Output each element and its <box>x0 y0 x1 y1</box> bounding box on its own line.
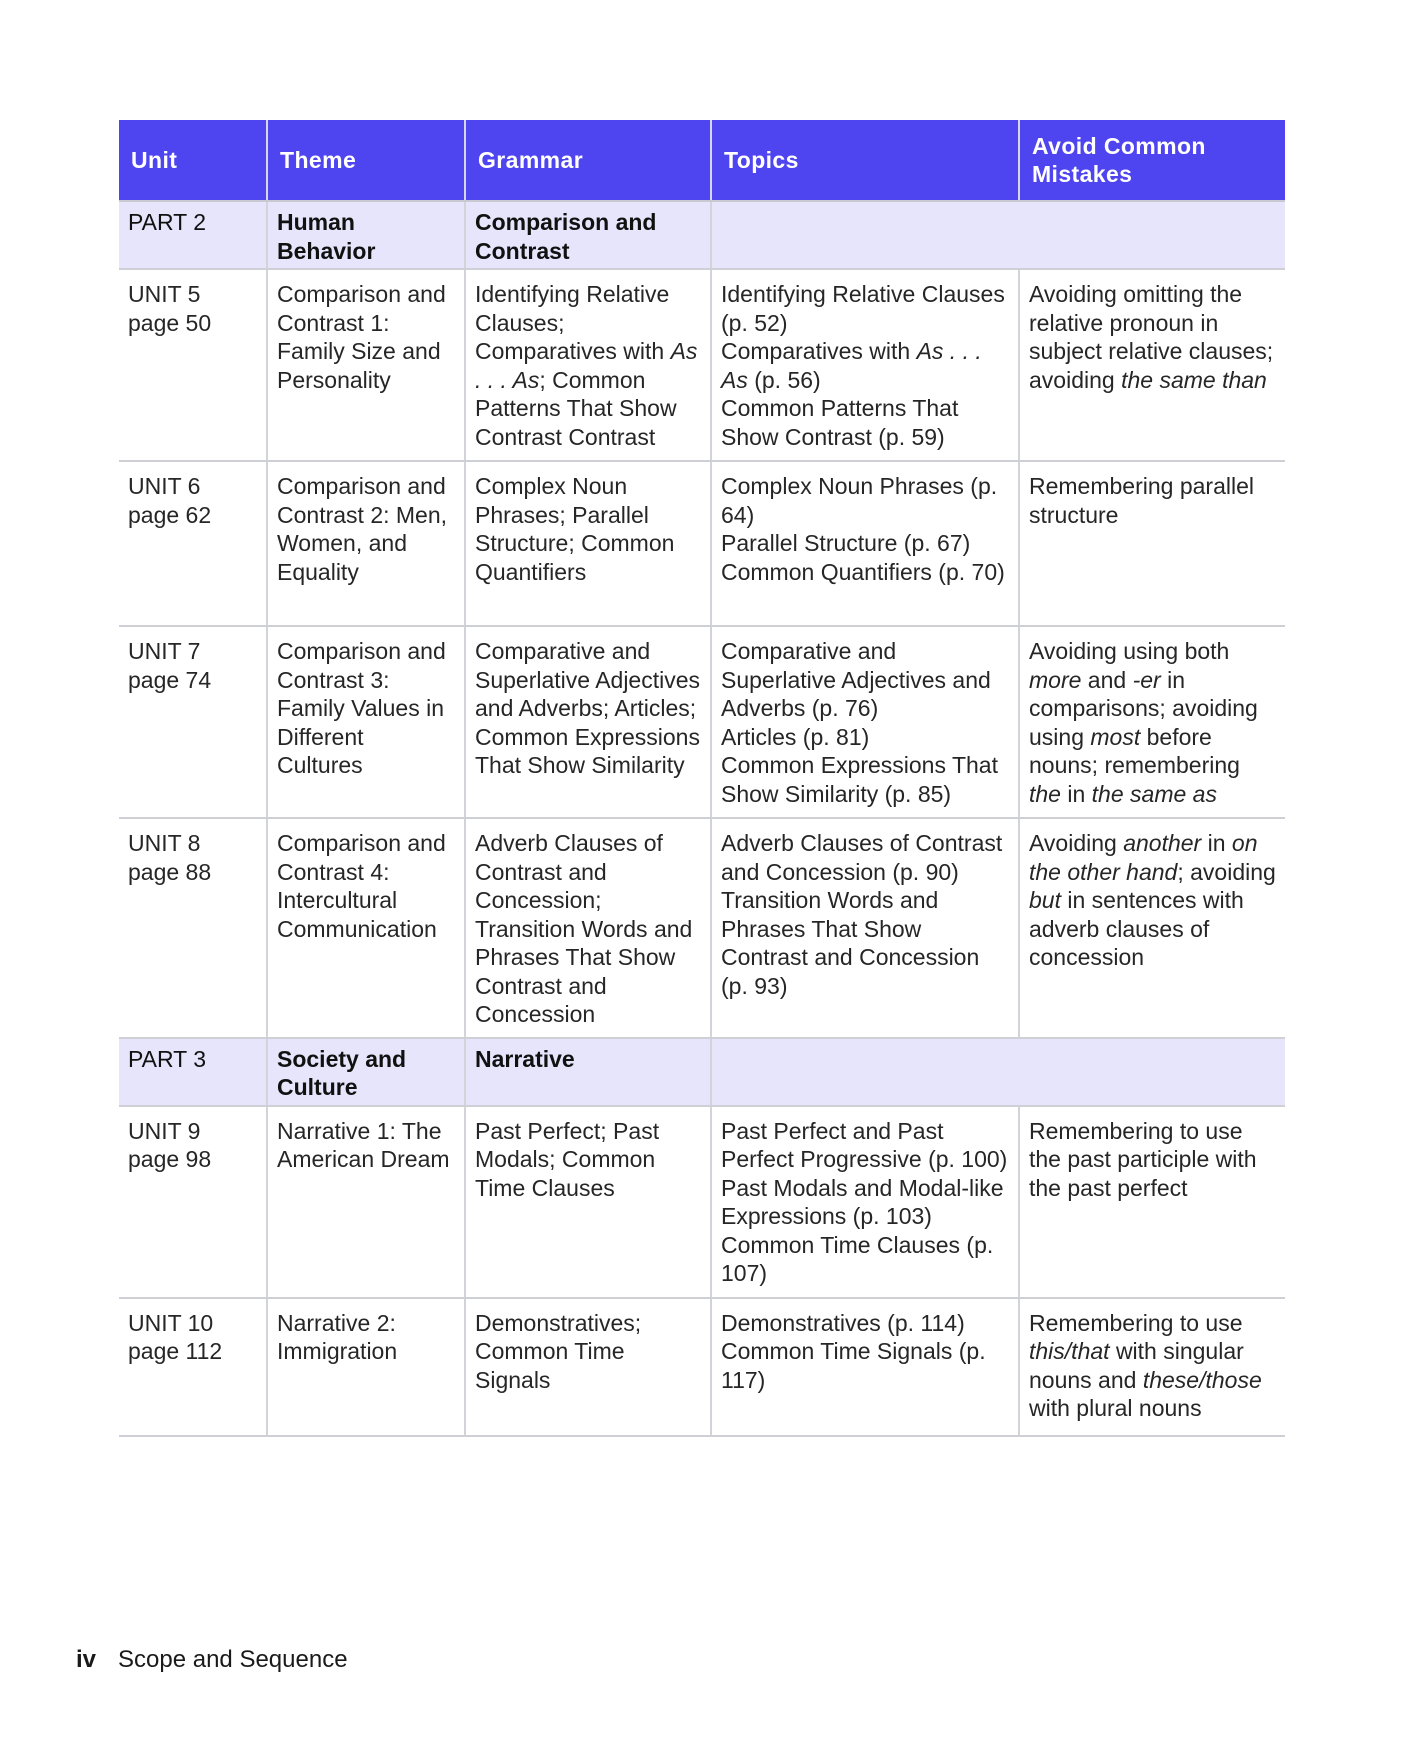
part-label: PART 3 <box>119 1038 267 1106</box>
topics-cell: Past Perfect and Past Perfect Progressive (p. 100) Past Modals and Modal-like Expressions (p. 103) Common Time Clauses (p. 107) <box>711 1106 1019 1298</box>
grammar-cell: Identifying Relative Clauses; Comparatives with As . . . As; Common Patterns That Show Contrast Contrast <box>465 269 711 461</box>
page-number: iv <box>76 1646 97 1673</box>
topics-cell: Identifying Relative Clauses (p. 52) Comparatives with As . . . As (p. 56) Common Patterns That Show Contrast (p. 59) <box>711 269 1019 461</box>
unit-page: page 74 <box>128 666 212 693</box>
unit-page: page 88 <box>128 858 212 885</box>
table-header-row <box>119 120 1285 201</box>
unit-page: page 98 <box>128 1146 212 1172</box>
unit-cell <box>119 461 267 626</box>
part-row <box>119 201 1285 269</box>
topics-cell: Comparative and Superlative Adjectives and Adverbs (p. 76) Articles (p. 81) Common Expressions That Show Similarity (p. 85) <box>711 626 1019 818</box>
part-label: PART 2 <box>119 201 267 269</box>
grammar-cell: Past Perfect; Past Modals; Common Time Clauses <box>465 1106 711 1298</box>
footer-section-title: Scope and Sequence <box>118 1646 348 1673</box>
theme-cell: Comparison and Contrast 1: Family Size and Personality <box>267 269 465 461</box>
unit-label: UNIT 9 <box>128 1117 201 1144</box>
topics-cell: Adverb Clauses of Contrast and Concession (p. 90) Transition Words and Phrases That Show Contrast and Concession (p. 93) <box>711 818 1019 1038</box>
theme-cell: Comparison and Contrast 4: Intercultural Communication <box>267 818 465 1038</box>
topics-cell: Complex Noun Phrases (p. 64) Parallel Structure (p. 67) Common Quantifiers (p. 70) <box>711 461 1019 626</box>
grammar-cell: Adverb Clauses of Contrast and Concession; Transition Words and Phrases That Show Contrast and Concession <box>465 818 711 1038</box>
part-grammar: Comparison and Contrast <box>465 201 711 269</box>
theme-cell: Comparison and Contrast 2: Men, Women, and Equality <box>267 461 465 626</box>
unit-label: UNIT 5 <box>128 281 201 307</box>
part-grammar: Narrative <box>465 1038 711 1106</box>
unit-cell <box>119 818 267 1038</box>
table-row <box>119 818 1285 1038</box>
table-row <box>119 1298 1285 1436</box>
theme-cell: Narrative 1: The American Dream <box>267 1106 465 1298</box>
unit-page: page 112 <box>128 1338 223 1364</box>
table-row <box>119 626 1285 818</box>
part-theme: Society and Culture <box>267 1038 465 1106</box>
part-empty-cell <box>711 1038 1285 1106</box>
mistakes-cell: Remembering to use the past participle with the past perfect <box>1019 1106 1285 1298</box>
table-row <box>119 269 1285 461</box>
unit-page: page 50 <box>128 309 212 336</box>
part-theme: Human Behavior <box>267 201 465 269</box>
unit-label: UNIT 8 <box>128 830 201 856</box>
unit-label: UNIT 6 <box>128 473 201 499</box>
grammar-cell: Demonstratives; Common Time Signals <box>465 1298 711 1436</box>
header-topics: Topics <box>711 120 1019 201</box>
mistakes-cell: Avoiding using both more and -er in comparisons; avoiding using most before nouns; remembering the in the same as <box>1019 626 1285 818</box>
grammar-cell: Complex Noun Phrases; Parallel Structure; Common Quantifiers <box>465 461 711 626</box>
grammar-cell: Comparative and Superlative Adjectives and Adverbs; Articles; Common Expressions That Show Similarity <box>465 626 711 818</box>
part-empty-cell <box>711 201 1285 269</box>
header-theme: Theme <box>267 120 465 201</box>
page-footer <box>76 1646 348 1674</box>
unit-label: UNIT 10 <box>128 1309 214 1336</box>
unit-cell <box>119 626 267 818</box>
theme-cell: Narrative 2: Immigration <box>267 1298 465 1436</box>
part-row <box>119 1038 1285 1106</box>
header-grammar: Grammar <box>465 120 711 201</box>
table-row <box>119 461 1285 626</box>
unit-cell <box>119 269 267 461</box>
mistakes-cell: Avoiding another in on the other hand; avoiding but in sentences with adverb clauses of concession <box>1019 818 1285 1038</box>
mistakes-cell: Remembering to use this/that with singular nouns and these/those with plural nouns <box>1019 1298 1285 1436</box>
topics-cell: Demonstratives (p. 114) Common Time Signals (p. 117) <box>711 1298 1019 1436</box>
unit-cell <box>119 1298 267 1436</box>
mistakes-cell: Remembering parallel structure <box>1019 461 1285 626</box>
unit-page: page 62 <box>128 501 212 528</box>
table-row <box>119 1106 1285 1298</box>
header-unit: Unit <box>119 120 267 201</box>
unit-cell <box>119 1106 267 1298</box>
header-avoid-common-mistakes: Avoid Common Mistakes <box>1019 120 1285 201</box>
scope-sequence-table <box>119 120 1285 1437</box>
unit-label: UNIT 7 <box>128 638 201 664</box>
theme-cell: Comparison and Contrast 3: Family Values in Different Cultures <box>267 626 465 818</box>
mistakes-cell: Avoiding omitting the relative pronoun in subject relative clauses; avoiding the same than <box>1019 269 1285 461</box>
